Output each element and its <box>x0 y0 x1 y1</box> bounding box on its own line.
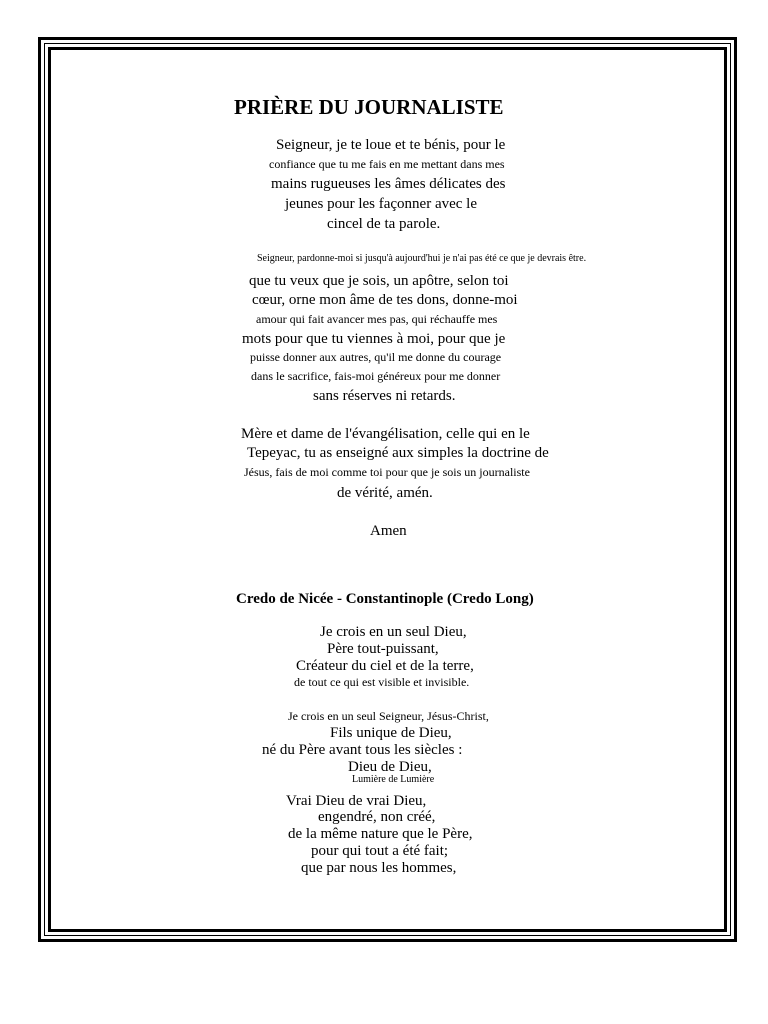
prayer-line: jeunes pour les façonner avec le <box>285 196 477 212</box>
credo-line: Fils unique de Dieu, <box>330 725 452 741</box>
prayer-line: mains rugueuses les âmes délicates des <box>271 176 506 192</box>
credo-line: de tout ce qui est visible et invisible. <box>294 675 470 689</box>
prayer-line: confiance que tu me fais en me mettant dans mes <box>269 157 505 171</box>
prayer-line: sans réserves ni retards. <box>313 388 456 404</box>
credo-line: né du Père avant tous les siècles : <box>262 742 463 758</box>
credo-line: Père tout-puissant, <box>327 641 439 657</box>
credo-line: pour qui tout a été fait; <box>311 843 449 859</box>
credo-line: Dieu de Dieu, <box>348 759 432 775</box>
credo-line: Je crois en un seul Seigneur, Jésus-Christ, <box>288 709 489 723</box>
credo-line: Je crois en un seul Dieu, <box>320 624 467 640</box>
prayer-line: Mère et dame de l'évangélisation, celle qui en le <box>241 426 530 442</box>
prayer-line: dans le sacrifice, fais-moi généreux pour me donner <box>251 369 501 383</box>
prayer-line: puisse donner aux autres, qu'il me donne du courage <box>250 350 502 364</box>
prayer-line: cincel de ta parole. <box>327 216 441 232</box>
prayer-line: que tu veux que je sois, un apôtre, selon toi <box>249 273 509 289</box>
prayer-line: mots pour que tu viennes à moi, pour que je <box>242 331 506 347</box>
prayer-line: de vérité, amén. <box>337 485 433 501</box>
prayer-line: Seigneur, pardonne-moi si jusqu'à aujourd'hui je n'ai pas été ce que je devrais être. <box>257 253 587 264</box>
credo-line: Créateur du ciel et de la terre, <box>296 658 474 674</box>
credo-title: Credo de Nicée - Constantinople (Credo Long) <box>236 591 534 607</box>
prayer-amen: Amen <box>370 523 407 539</box>
prayer-line: amour qui fait avancer mes pas, qui réchauffe mes <box>256 312 498 326</box>
credo-line: de la même nature que le Père, <box>288 826 473 842</box>
prayer-line: Seigneur, je te loue et te bénis, pour le <box>276 137 506 153</box>
credo-line: Vrai Dieu de vrai Dieu, <box>286 793 427 809</box>
credo-line: que par nous les hommes, <box>301 860 457 876</box>
prayer-line: Tepeyac, tu as enseigné aux simples la doctrine de <box>247 445 549 461</box>
credo-line: Lumière de Lumière <box>352 774 435 785</box>
prayer-line: cœur, orne mon âme de tes dons, donne-moi <box>252 292 518 308</box>
prayer-title: PRIÈRE DU JOURNALISTE <box>234 95 504 119</box>
credo-line: engendré, non créé, <box>318 809 436 825</box>
prayer-line: Jésus, fais de moi comme toi pour que je sois un journaliste <box>244 465 530 479</box>
